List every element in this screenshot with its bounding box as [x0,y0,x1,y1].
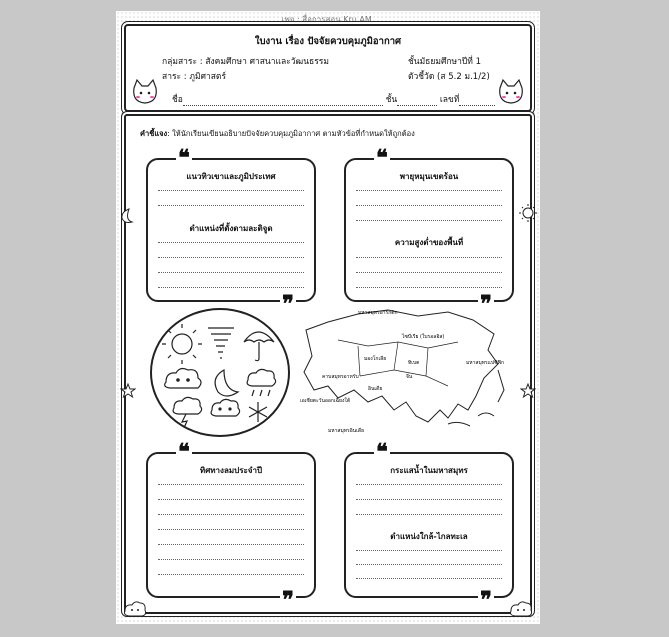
page-credit: เพจ : สื่อการสอน Kru AM. [281,15,375,24]
map-label-himalaya: ทิเบต [408,360,420,366]
number-label: เลขที่ [439,95,460,105]
umbrella-icon [244,332,274,361]
cloud-face-icon [508,599,534,619]
card-ocean-current [344,439,514,613]
weather-illustration [150,308,290,437]
star-icon [520,383,536,399]
name-row [172,92,495,106]
map-label-china: จีน [406,374,413,380]
answer-line[interactable] [356,514,502,515]
name-field[interactable] [183,97,383,106]
instruction-label: คำชี้แจง [140,129,168,138]
answer-line[interactable] [158,499,304,500]
name-label: ชื่อ [172,95,183,105]
asia-landmass [304,310,498,422]
map-label-se-asia: เอเชียตะวันออกเฉียงใต้ [300,398,351,404]
open-quote-icon: ❝ [178,439,190,465]
map-label-mideast: คาบสมุทรอาหรับ [322,374,359,380]
card-label: ความสูงต่ำของพื้นที่ [394,238,464,247]
worksheet-page [116,11,540,624]
map-label-pacific: มหาสมุทรแปซิฟิก [466,360,505,366]
card-label: ทิศทางลมประจำปี [199,466,263,475]
answer-line[interactable] [356,564,502,565]
answer-line[interactable] [158,257,304,258]
class-field[interactable] [397,97,437,106]
card-label: กระแสน้ำในมหาสมุทร [390,466,468,475]
answer-line[interactable] [356,205,502,206]
cloud-face-icon [165,369,201,388]
card-terrain-latitude [146,145,316,317]
answer-line[interactable] [356,190,502,191]
indicator: ตัวชี้วัด (ส 5.2 ม.1/2) [408,72,490,82]
map-label-siberia: ไซบีเรีย (ใบรอลอิส) [402,334,445,340]
tornado-icon [208,328,234,358]
sun-icon [162,324,202,364]
strand: สาระ : ภูมิศาสตร์ [162,72,227,82]
answer-line[interactable] [158,190,304,191]
cat-icon [130,78,160,106]
card-label: แนวทิวเขาและภูมิประเทศ [186,172,276,181]
map-label-india: อินเดีย [368,386,383,392]
card-wind-direction [146,439,316,613]
open-quote-icon: ❝ [376,145,388,171]
answer-line[interactable] [158,287,304,288]
close-quote-icon: ❞ [480,587,492,613]
close-quote-icon: ❞ [282,291,294,317]
answer-line[interactable] [158,559,304,560]
moon-icon [118,207,136,225]
instruction-text: : ให้นักเรียนเขียนอธิบายปัจจัยควบคุมภูมิอากาศ ตามหัวข้อที่กำหนดให้ถูกต้อง [167,129,415,138]
open-quote-icon: ❝ [178,145,190,171]
open-quote-icon: ❝ [376,439,388,465]
cloud-face-icon [122,599,148,619]
snowflake-icon [249,402,267,422]
asia-map [298,306,522,441]
answer-line[interactable] [356,220,502,221]
answer-line[interactable] [356,287,502,288]
answer-line[interactable] [158,272,304,273]
answer-line[interactable] [356,499,502,500]
grade-level: ชั้นมัธยมศึกษาปีที่ 1 [408,57,481,67]
card-label: ตำแหน่งที่ตั้งตามละติจูด [189,224,273,233]
class-label: ชั้น [385,95,398,105]
rain-cloud-icon [247,369,276,396]
moon-icon [215,370,238,396]
map-label-arctic: มหาสมุทรอาร์กติก [358,310,398,316]
answer-line[interactable] [158,529,304,530]
close-quote-icon: ❞ [480,291,492,317]
answer-line[interactable] [356,550,502,551]
star-icon [120,383,136,399]
answer-line[interactable] [356,484,502,485]
card-label: พายุหมุนเขตร้อน [399,172,459,181]
worksheet-header [124,24,532,112]
answer-line[interactable] [158,242,304,243]
answer-line[interactable] [356,578,502,579]
number-field[interactable] [459,97,495,106]
cloud-icon [211,399,240,416]
weather-icons [152,310,288,435]
card-label: ตำแหน่งใกล้-ไกลทะเล [390,532,468,541]
answer-line[interactable] [356,272,502,273]
close-quote-icon: ❞ [282,587,294,613]
instruction [140,128,415,140]
answer-line[interactable] [356,257,502,258]
subject-group: กลุ่มสาระ : สังคมศึกษา ศาสนาและวัฒนธรรม [162,57,329,67]
cat-icon [496,78,526,106]
answer-line[interactable] [158,574,304,575]
map-label-mongolia: มองโกเลีย [364,356,387,362]
worksheet-title: ใบงาน เรื่อง ปัจจัยควบคุมภูมิอากาศ [254,36,402,47]
answer-line[interactable] [158,484,304,485]
answer-line[interactable] [158,205,304,206]
map-label-indian-ocean: มหาสมุทรอินเดีย [328,428,365,434]
thunder-cloud-icon [173,397,202,428]
answer-line[interactable] [158,544,304,545]
sun-icon [518,203,538,223]
worksheet-body [124,114,532,614]
answer-line[interactable] [158,514,304,515]
